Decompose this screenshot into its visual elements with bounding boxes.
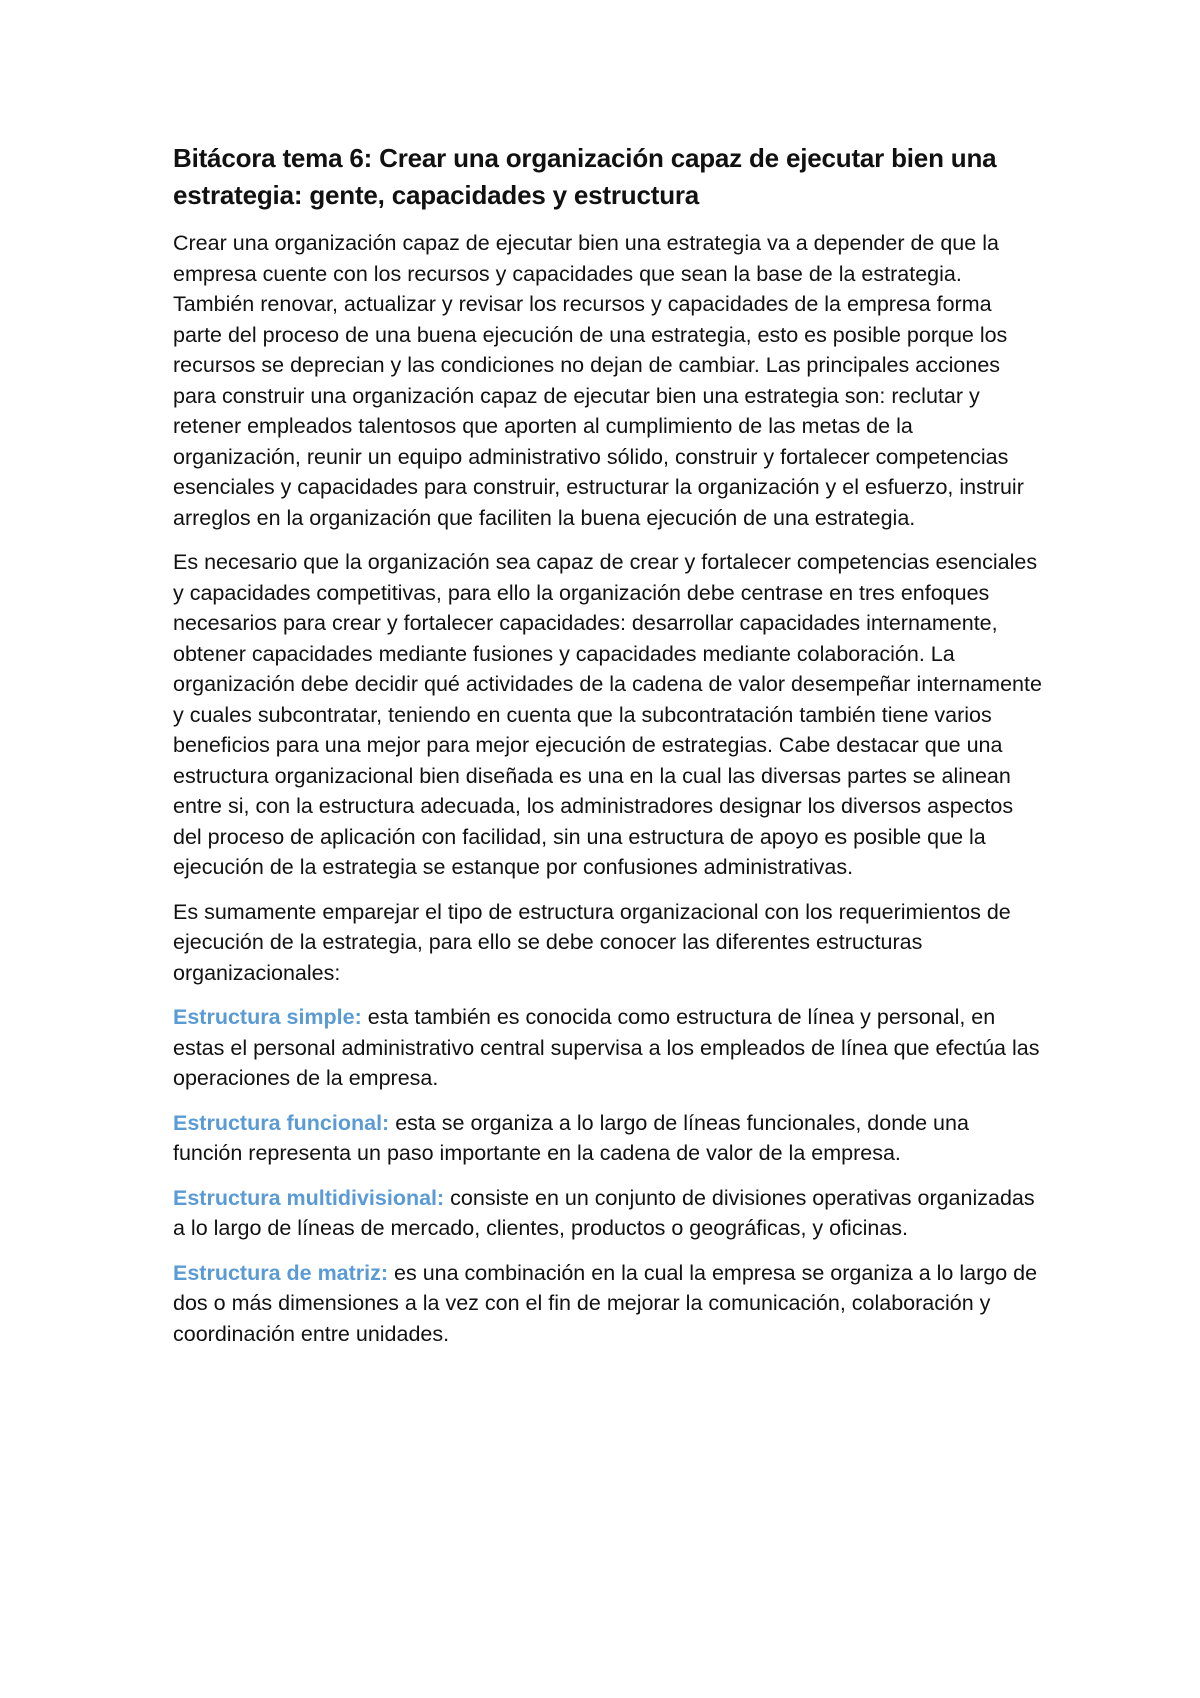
structure-matriz-item [173,1258,1043,1350]
structure-description: esta se organiza a lo largo de líneas funcionales, donde una función representa un paso importante en la cadena de valor de la empresa. [173,1110,969,1165]
structure-term: Estructura de matriz: [173,1260,389,1285]
structure-simple-item [173,1002,1043,1094]
structure-multidivisional-item [173,1183,1043,1244]
structure-description: consiste en un conjunto de divisiones operativas organizadas a lo largo de líneas de mercado, clientes, productos o geográficas, y oficinas. [173,1185,1035,1240]
structure-term: Estructura simple: [173,1005,362,1029]
structure-description: es una combinación en la cual la empresa se organiza a lo largo de dos o más dimensiones a la vez con el fin de mejorar la comunicación, colaboración y coordinación entre unidades. [173,1260,1038,1346]
structure-funcional-item [173,1108,1043,1169]
paragraph-structures-intro: Es sumamente emparejar el tipo de estructura organizacional con los requerimientos de ejecución de la estrategia, para ello se debe conocer las diferentes estructuras organizacionales: [173,899,1011,985]
structure-description: esta también es conocida como estructura de línea y personal, en estas el personal administrativo central supervisa a los empleados de línea que efectúa las operaciones de la empresa. [173,1005,1040,1090]
structure-term: Estructura multidivisional: [173,1185,445,1210]
document-title: Bitácora tema 6: Crear una organización capaz de ejecutar bien una estrategia: gente, capacidades y estructura [173,143,997,210]
structure-term: Estructura funcional: [173,1110,390,1135]
paragraph-capabilities: Es necesario que la organización sea capaz de crear y fortalecer competencias esenciales y capacidades competitivas, para ello la organización debe centrase en tres enfoques necesarios para crear y fortalecer capacidades: desarrollar capacidades internamente, obtener capacidades mediante fusiones y capacidades mediante colaboración. La organización debe decidir qué actividades de la cadena de valor desempeñar internamente y cuales subcontratar, teniendo en cuenta que la subcontratación también tiene varios beneficios para una mejor para mejor ejecución de estrategias. Cabe destacar que una estructura organizacional bien diseñada es una en la cual las diversas partes se alinean entre si, con la estructura adecuada, los administradores designar los diversos aspectos del proceso de aplicación con facilidad, sin una estructura de apoyo es posible que la ejecución de la estrategia se estanque por confusiones administrativas. [173,550,1042,879]
document-page [173,140,1043,1363]
paragraph-intro: Crear una organización capaz de ejecutar bien una estrategia va a depender de que la empresa cuente con los recursos y capacidades que sean la base de la estrategia. También renovar, actualizar y revisar los recursos y capacidades de la empresa forma parte del proceso de una buena ejecución de una estrategia, esto es posible porque los recursos se deprecian y las condiciones no dejan de cambiar. Las principales acciones para construir una organización capaz de ejecutar bien una estrategia son: reclutar y retener empleados talentosos que aporten al cumplimiento de las metas de la organización, reunir un equipo administrativo sólido, construir y fortalecer competencias esenciales y capacidades para construir, estructurar la organización y el esfuerzo, instruir arreglos en la organización que faciliten la buena ejecución de una estrategia. [173,231,1024,530]
